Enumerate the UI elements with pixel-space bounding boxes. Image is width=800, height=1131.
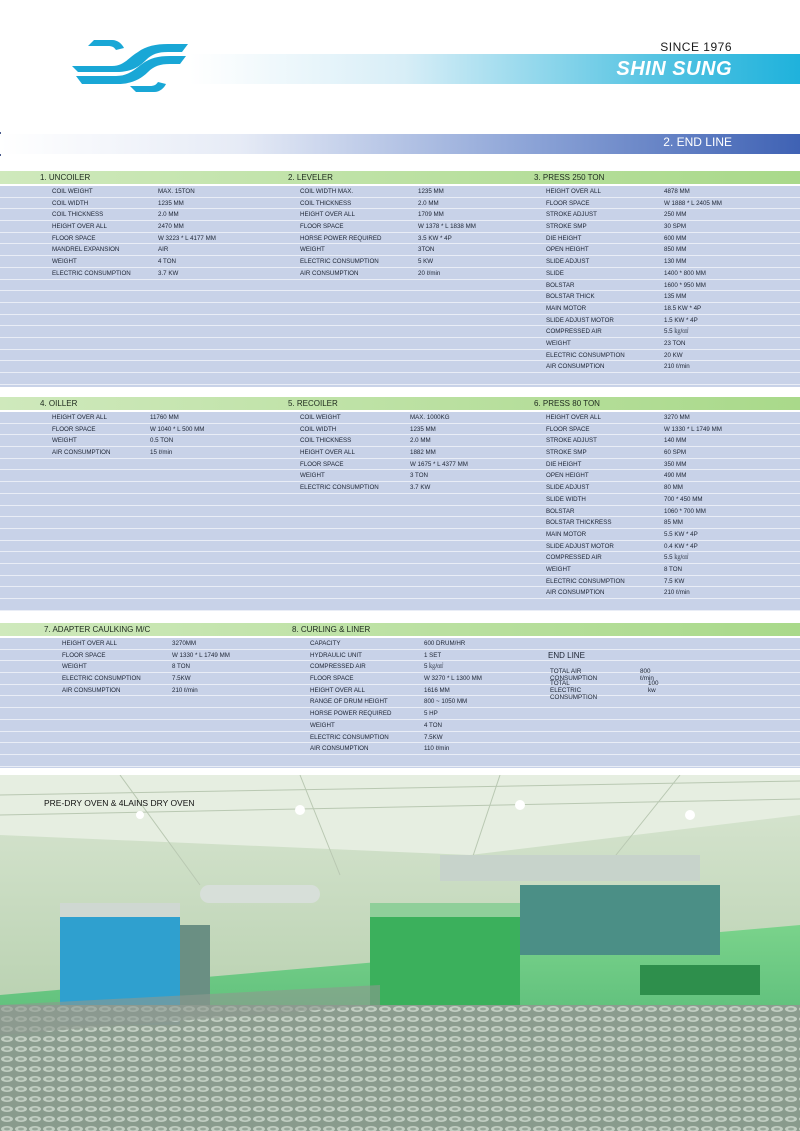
spec-value: W 1888 * L 2405 MM (664, 199, 722, 207)
spec-value: 600 DRUM/HR (424, 640, 466, 647)
spec-label: RANGE OF DRUM HEIGHT (310, 698, 388, 706)
spec-value: 5 KW (418, 258, 434, 266)
spec-label: BOLSTAR (546, 507, 575, 515)
spec-value: 30 SPM (664, 223, 687, 231)
table-row (0, 685, 800, 697)
spec-label: COIL THICKNESS (300, 199, 352, 207)
spec-value: 5 ㎏/㎠ (424, 663, 444, 671)
spec-value: 8 TON (172, 663, 190, 671)
table-row (0, 447, 800, 459)
spec-value: 3270 MM (664, 414, 690, 421)
spec-value: 8 TON (664, 565, 682, 573)
spec-label: COIL WEIGHT (300, 414, 341, 421)
spec-value: 850 MM (664, 246, 687, 254)
end-line-value: 800 ℓ/min (640, 668, 654, 682)
shin-sung-logo-icon (72, 40, 188, 102)
spec-label: COMPRESSED AIR (546, 328, 602, 336)
spec-value: 5.5 ㎏/㎠ (664, 554, 689, 562)
spec-label: COIL THICKNESS (52, 211, 104, 219)
spec-label: FLOOR SPACE (52, 425, 96, 433)
spec-value: 80 MM (664, 484, 683, 492)
spec-label: CAPACITY (310, 640, 341, 647)
table-row (0, 186, 800, 198)
spec-label: WEIGHT (310, 721, 335, 729)
spec-label: COIL WEIGHT (52, 188, 93, 195)
spec-value: 5 HP (424, 710, 438, 718)
table-row (0, 720, 800, 732)
spec-label: COIL WIDTH (300, 425, 337, 433)
spec-label: HEIGHT OVER ALL (300, 211, 355, 219)
table-row (0, 696, 800, 708)
end-line-row (548, 668, 654, 682)
spec-value: 110 ℓ/min (424, 745, 450, 753)
spec-value: W 1040 * L 500 MM (150, 425, 205, 433)
spec-label: AIR CONSUMPTION (300, 269, 359, 277)
spec-value: 1235 MM (410, 425, 436, 433)
table-row (0, 552, 800, 564)
spec-value: W 1675 * L 4377 MM (410, 460, 468, 468)
spec-table (0, 186, 800, 387)
table-row (0, 268, 800, 280)
spec-value: 0.5 TON (150, 437, 174, 445)
spec-label: HEIGHT OVER ALL (62, 640, 117, 647)
spec-value: 2.0 MM (410, 437, 431, 445)
spec-value: 3 TON (410, 472, 428, 480)
spec-label: AIR CONSUMPTION (546, 363, 605, 371)
spec-label: STROKE SMP (546, 223, 587, 231)
table-row (0, 459, 800, 471)
column-title: 6. PRESS 80 TON (534, 399, 600, 408)
spec-label: HEIGHT OVER ALL (546, 188, 601, 195)
spec-block-1 (0, 171, 800, 371)
spec-label: DIE HEIGHT (546, 460, 582, 468)
table-row (0, 361, 800, 373)
spec-value: 7.5KW (172, 675, 191, 683)
spec-value: 85 MM (664, 519, 683, 527)
spec-block-header (0, 171, 800, 184)
spec-value: 2.0 MM (418, 199, 439, 207)
spec-label: WEIGHT (546, 339, 571, 347)
table-row (0, 315, 800, 327)
table-row (0, 291, 800, 303)
spec-value: 15 ℓ/min (150, 449, 173, 457)
table-row (0, 661, 800, 673)
spec-label: FLOOR SPACE (310, 675, 354, 683)
section-title: 2. END LINE (663, 135, 732, 149)
spec-value: 20 ℓ/min (418, 269, 441, 277)
table-row (0, 209, 800, 221)
spec-label: ELECTRIC CONSUMPTION (546, 351, 625, 359)
column-title: 4. OILLER (40, 399, 78, 408)
spec-table (0, 412, 800, 611)
factory-photo (0, 775, 800, 1131)
spec-value: 210 ℓ/min (664, 363, 690, 371)
spec-label: ELECTRIC CONSUMPTION (546, 577, 625, 585)
table-row (0, 373, 800, 385)
table-row (0, 338, 800, 350)
spec-value: 3.7 KW (158, 269, 179, 277)
spec-value: 3270MM (172, 640, 197, 647)
spec-value: W 1378 * L 1838 MM (418, 223, 476, 231)
spec-label: FLOOR SPACE (62, 651, 106, 659)
spec-label: WEIGHT (546, 565, 571, 573)
spec-value: 350 MM (664, 460, 687, 468)
table-row (0, 280, 800, 292)
end-line-row (548, 680, 659, 701)
brand-name: SHIN SUNG (616, 58, 732, 80)
spec-label: DIE HEIGHT (546, 234, 582, 242)
since-label: SINCE 1976 (660, 40, 732, 54)
table-row (0, 233, 800, 245)
spec-value: 135 MM (664, 293, 687, 301)
table-row (0, 541, 800, 553)
spec-label: OPEN HEIGHT (546, 472, 589, 480)
spec-label: FLOOR SPACE (546, 425, 590, 433)
spec-value: 130 MM (664, 258, 687, 266)
spec-value: 2470 MM (158, 223, 184, 231)
spec-label: FLOOR SPACE (546, 199, 590, 207)
spec-label: FLOOR SPACE (52, 234, 96, 242)
spec-value: 210 ℓ/min (664, 589, 690, 597)
spec-value: 210 ℓ/min (172, 686, 198, 694)
column-title: 5. RECOILER (288, 399, 338, 408)
spec-label: WEIGHT (62, 663, 87, 671)
spec-label: COMPRESSED AIR (310, 663, 366, 671)
spec-value: 0.4 KW * 4P (664, 542, 698, 550)
spec-table (0, 638, 800, 768)
spec-label: WEIGHT (300, 246, 325, 254)
spec-label: HEIGHT OVER ALL (52, 414, 107, 421)
spec-label: COIL WIDTH MAX. (300, 188, 354, 195)
spec-value: 1235 MM (418, 188, 444, 195)
spec-value: 3TON (418, 246, 435, 254)
spec-value: 18.5 KW * 4P (664, 304, 702, 312)
table-row (0, 506, 800, 518)
table-row (0, 412, 800, 424)
spec-label: SLIDE WIDTH (546, 495, 586, 503)
spec-value: AIR (158, 246, 169, 254)
column-title: 7. ADAPTER CAULKING M/C (44, 625, 151, 634)
column-title: 3. PRESS 250 TON (534, 173, 605, 182)
spec-label: OPEN HEIGHT (546, 246, 589, 254)
spec-label: BOLSTAR (546, 281, 575, 289)
spec-label: ELECTRIC CONSUMPTION (300, 484, 379, 492)
spec-value: 4 TON (424, 721, 442, 729)
spec-label: SLIDE (546, 269, 564, 277)
spec-label: MAIN MOTOR (546, 304, 587, 312)
end-line-label: TOTAL ELECTRIC CONSUMPTION (550, 680, 598, 701)
spec-label: AIR CONSUMPTION (546, 589, 605, 597)
spec-label: HYDRAULIC UNIT (310, 651, 362, 659)
spec-label: COIL WIDTH (52, 199, 89, 207)
spec-block-header (0, 397, 800, 410)
page-header (0, 0, 800, 130)
spec-label: COIL THICKNESS (300, 437, 352, 445)
table-row (0, 435, 800, 447)
spec-value: 3.5 KW * 4P (418, 234, 452, 242)
table-row (0, 708, 800, 720)
table-row (0, 529, 800, 541)
spec-value: 1235 MM (158, 199, 184, 207)
table-row (0, 470, 800, 482)
spec-label: STROKE ADJUST (546, 437, 597, 445)
spec-label: FLOOR SPACE (300, 223, 344, 231)
table-row (0, 755, 800, 767)
spec-label: FLOOR SPACE (300, 460, 344, 468)
spec-value: 1.5 KW * 4P (664, 316, 698, 324)
spec-value: 1616 MM (424, 686, 450, 694)
end-line-value: 100 kw (648, 680, 659, 694)
spec-value: 11760 MM (150, 414, 179, 421)
table-row (0, 743, 800, 755)
end-line-label: TOTAL AIR CONSUMPTION (550, 668, 598, 682)
spec-value: 1882 MM (410, 449, 436, 457)
spec-label: MANDREL EXPANSION (52, 246, 120, 254)
spec-label: HORSE POWER REQUIRED (310, 710, 392, 718)
spec-value: 1 SET (424, 651, 442, 659)
column-title: 8. CURLING & LINER (292, 625, 371, 634)
spec-value: 490 MM (664, 472, 687, 480)
table-row (0, 517, 800, 529)
table-row (0, 482, 800, 494)
spec-value: 800 ~ 1050 MM (424, 698, 468, 706)
table-row (0, 221, 800, 233)
table-row (0, 638, 800, 650)
spec-value: 600 MM (664, 234, 687, 242)
table-row (0, 303, 800, 315)
spec-label: MAIN MOTOR (546, 530, 587, 538)
spec-label: WEIGHT (52, 258, 77, 266)
spec-label: ELECTRIC CONSUMPTION (52, 269, 131, 277)
spec-label: AIR CONSUMPTION (62, 686, 121, 694)
spec-label: ELECTRIC CONSUMPTION (300, 258, 379, 266)
column-title: 2. LEVELER (288, 173, 333, 182)
table-row (0, 650, 800, 662)
spec-value: 3.7 KW (410, 484, 431, 492)
table-row (0, 244, 800, 256)
table-row (0, 424, 800, 436)
spec-label: WEIGHT (300, 472, 325, 480)
spec-value: 5.5 KW * 4P (664, 530, 698, 538)
spec-value: MAX. 1000KG (410, 414, 450, 421)
spec-label: ELECTRIC CONSUMPTION (310, 733, 389, 741)
end-line-summary (548, 651, 659, 701)
spec-value: 5.5 ㎏/㎠ (664, 328, 689, 336)
spec-value: 60 SPM (664, 449, 687, 457)
spec-value: W 1330 * L 1749 MM (664, 425, 722, 433)
spec-label: SLIDE ADJUST (546, 258, 590, 266)
spec-value: W 1330 * L 1749 MM (172, 651, 230, 659)
spec-block-header (0, 623, 800, 636)
table-row (0, 732, 800, 744)
spec-value: 23 TON (664, 339, 686, 347)
table-row (0, 587, 800, 599)
spec-label: SLIDE ADJUST MOTOR (546, 316, 614, 324)
spec-value: W 3223 * L 4177 MM (158, 234, 216, 242)
table-row (0, 326, 800, 338)
spec-label: HEIGHT OVER ALL (546, 414, 601, 421)
spec-block-2 (0, 397, 800, 597)
column-title: 1. UNCOILER (40, 173, 91, 182)
end-line-title: END LINE (548, 651, 585, 660)
table-row (0, 599, 800, 611)
spec-label: WEIGHT (52, 437, 77, 445)
table-row (0, 350, 800, 362)
table-row (0, 198, 800, 210)
spec-label: ELECTRIC CONSUMPTION (62, 675, 141, 683)
spec-value: 7.5KW (424, 733, 443, 741)
spec-label: AIR CONSUMPTION (310, 745, 369, 753)
spec-value: 250 MM (664, 211, 687, 219)
table-row (0, 673, 800, 685)
spec-label: SLIDE ADJUST MOTOR (546, 542, 614, 550)
spec-label: HEIGHT OVER ALL (52, 223, 107, 231)
spec-value: 1400 * 800 MM (664, 269, 706, 277)
spec-value: 2.0 MM (158, 211, 179, 219)
spec-label: STROKE SMP (546, 449, 587, 457)
spec-value: 7.5 KW (664, 577, 685, 585)
spec-value: 1709 MM (418, 211, 444, 219)
table-row (0, 564, 800, 576)
spec-label: HORSE POWER REQUIRED (300, 234, 382, 242)
table-row (0, 256, 800, 268)
spec-label: BOLSTAR THICKRESS (546, 519, 612, 527)
spec-label: HEIGHT OVER ALL (300, 449, 355, 457)
spec-label: SLIDE ADJUST (546, 484, 590, 492)
spec-label: COMPRESSED AIR (546, 554, 602, 562)
spec-value: 20 KW (664, 351, 683, 359)
table-row (0, 576, 800, 588)
spec-value: MAX. 15TON (158, 188, 195, 195)
spec-value: 700 * 450 MM (664, 495, 703, 503)
photo-caption: PRE-DRY OVEN & 4LAINS DRY OVEN (44, 798, 195, 808)
spec-value: W 3270 * L 1300 MM (424, 675, 482, 683)
spec-value: 140 MM (664, 437, 687, 445)
spec-label: HEIGHT OVER ALL (310, 686, 365, 694)
spec-label: AIR CONSUMPTION (52, 449, 111, 457)
spec-label: STROKE ADJUST (546, 211, 597, 219)
spec-value: 4 TON (158, 258, 176, 266)
spec-value: 1600 * 950 MM (664, 281, 706, 289)
spec-value: 1060 * 700 MM (664, 507, 706, 515)
spec-label: BOLSTAR THICK (546, 293, 595, 301)
table-row (0, 494, 800, 506)
spec-value: 4878 MM (664, 188, 690, 195)
